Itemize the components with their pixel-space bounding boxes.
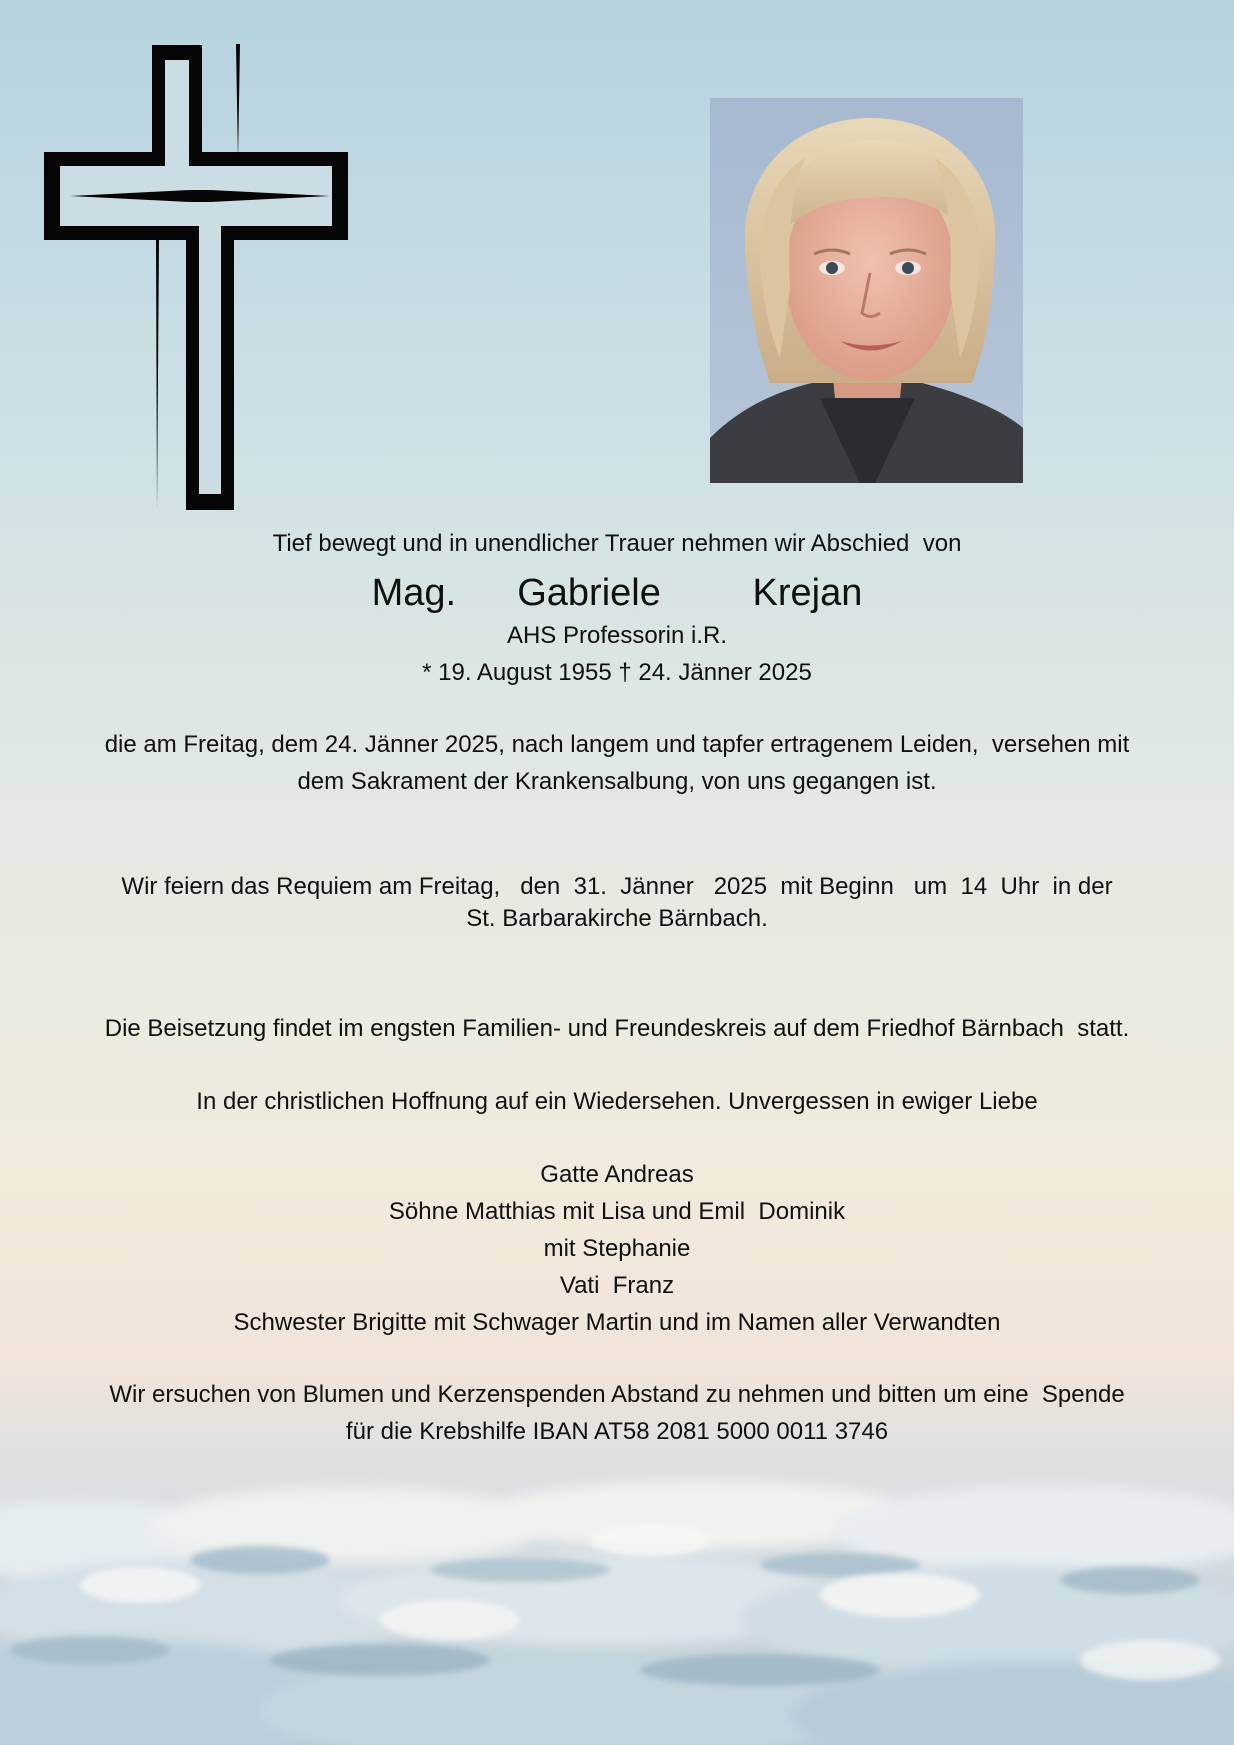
mourner-4: Vati Franz [559, 1272, 675, 1299]
requiem-line-1: Wir feiern das Requiem am Freitag, den 31. Jänner 2025 mit Beginn um 14 Uhr in der [121, 873, 1113, 900]
portrait-photo [710, 98, 1023, 483]
donation-line-1: Wir ersuchen von Blumen und Kerzenspenden Abstand zu nehmen und bitten um eine Spende [109, 1381, 1125, 1408]
mourner-1: Gatte Andreas [540, 1161, 694, 1188]
deceased-name: Mag. Gabriele Krejan [371, 572, 863, 614]
donation-line-2: für die Krebshilfe IBAN AT58 2081 5000 0011 3746 [345, 1418, 889, 1445]
passing-line-2: dem Sakrament der Krankensalbung, von uns gegangen ist. [297, 768, 937, 795]
cross-icon [40, 40, 360, 520]
intro-line: Tief bewegt und in unendlicher Trauer nehmen wir Abschied von [272, 530, 962, 557]
professional-title: AHS Professorin i.R. [506, 622, 728, 649]
life-dates: * 19. August 1955 † 24. Jänner 2025 [422, 659, 812, 686]
hope-line: In der christlichen Hoffnung auf ein Wiedersehen. Unvergessen in ewiger Liebe [196, 1088, 1038, 1115]
mourner-3: mit Stephanie [543, 1235, 691, 1262]
mourner-5: Schwester Brigitte mit Schwager Martin und im Namen aller Verwandten [233, 1309, 1001, 1336]
cloud-background [0, 1470, 1234, 1745]
passing-line-1: die am Freitag, dem 24. Jänner 2025, nach langem und tapfer ertragenem Leiden, versehen mit [104, 731, 1130, 758]
mourner-2: Söhne Matthias mit Lisa und Emil Dominik [388, 1198, 846, 1225]
burial-line: Die Beisetzung findet im engsten Familien- und Freundeskreis auf dem Friedhof Bärnbach statt. [104, 1015, 1130, 1042]
requiem-line-2: St. Barbarakirche Bärnbach. [466, 905, 768, 932]
